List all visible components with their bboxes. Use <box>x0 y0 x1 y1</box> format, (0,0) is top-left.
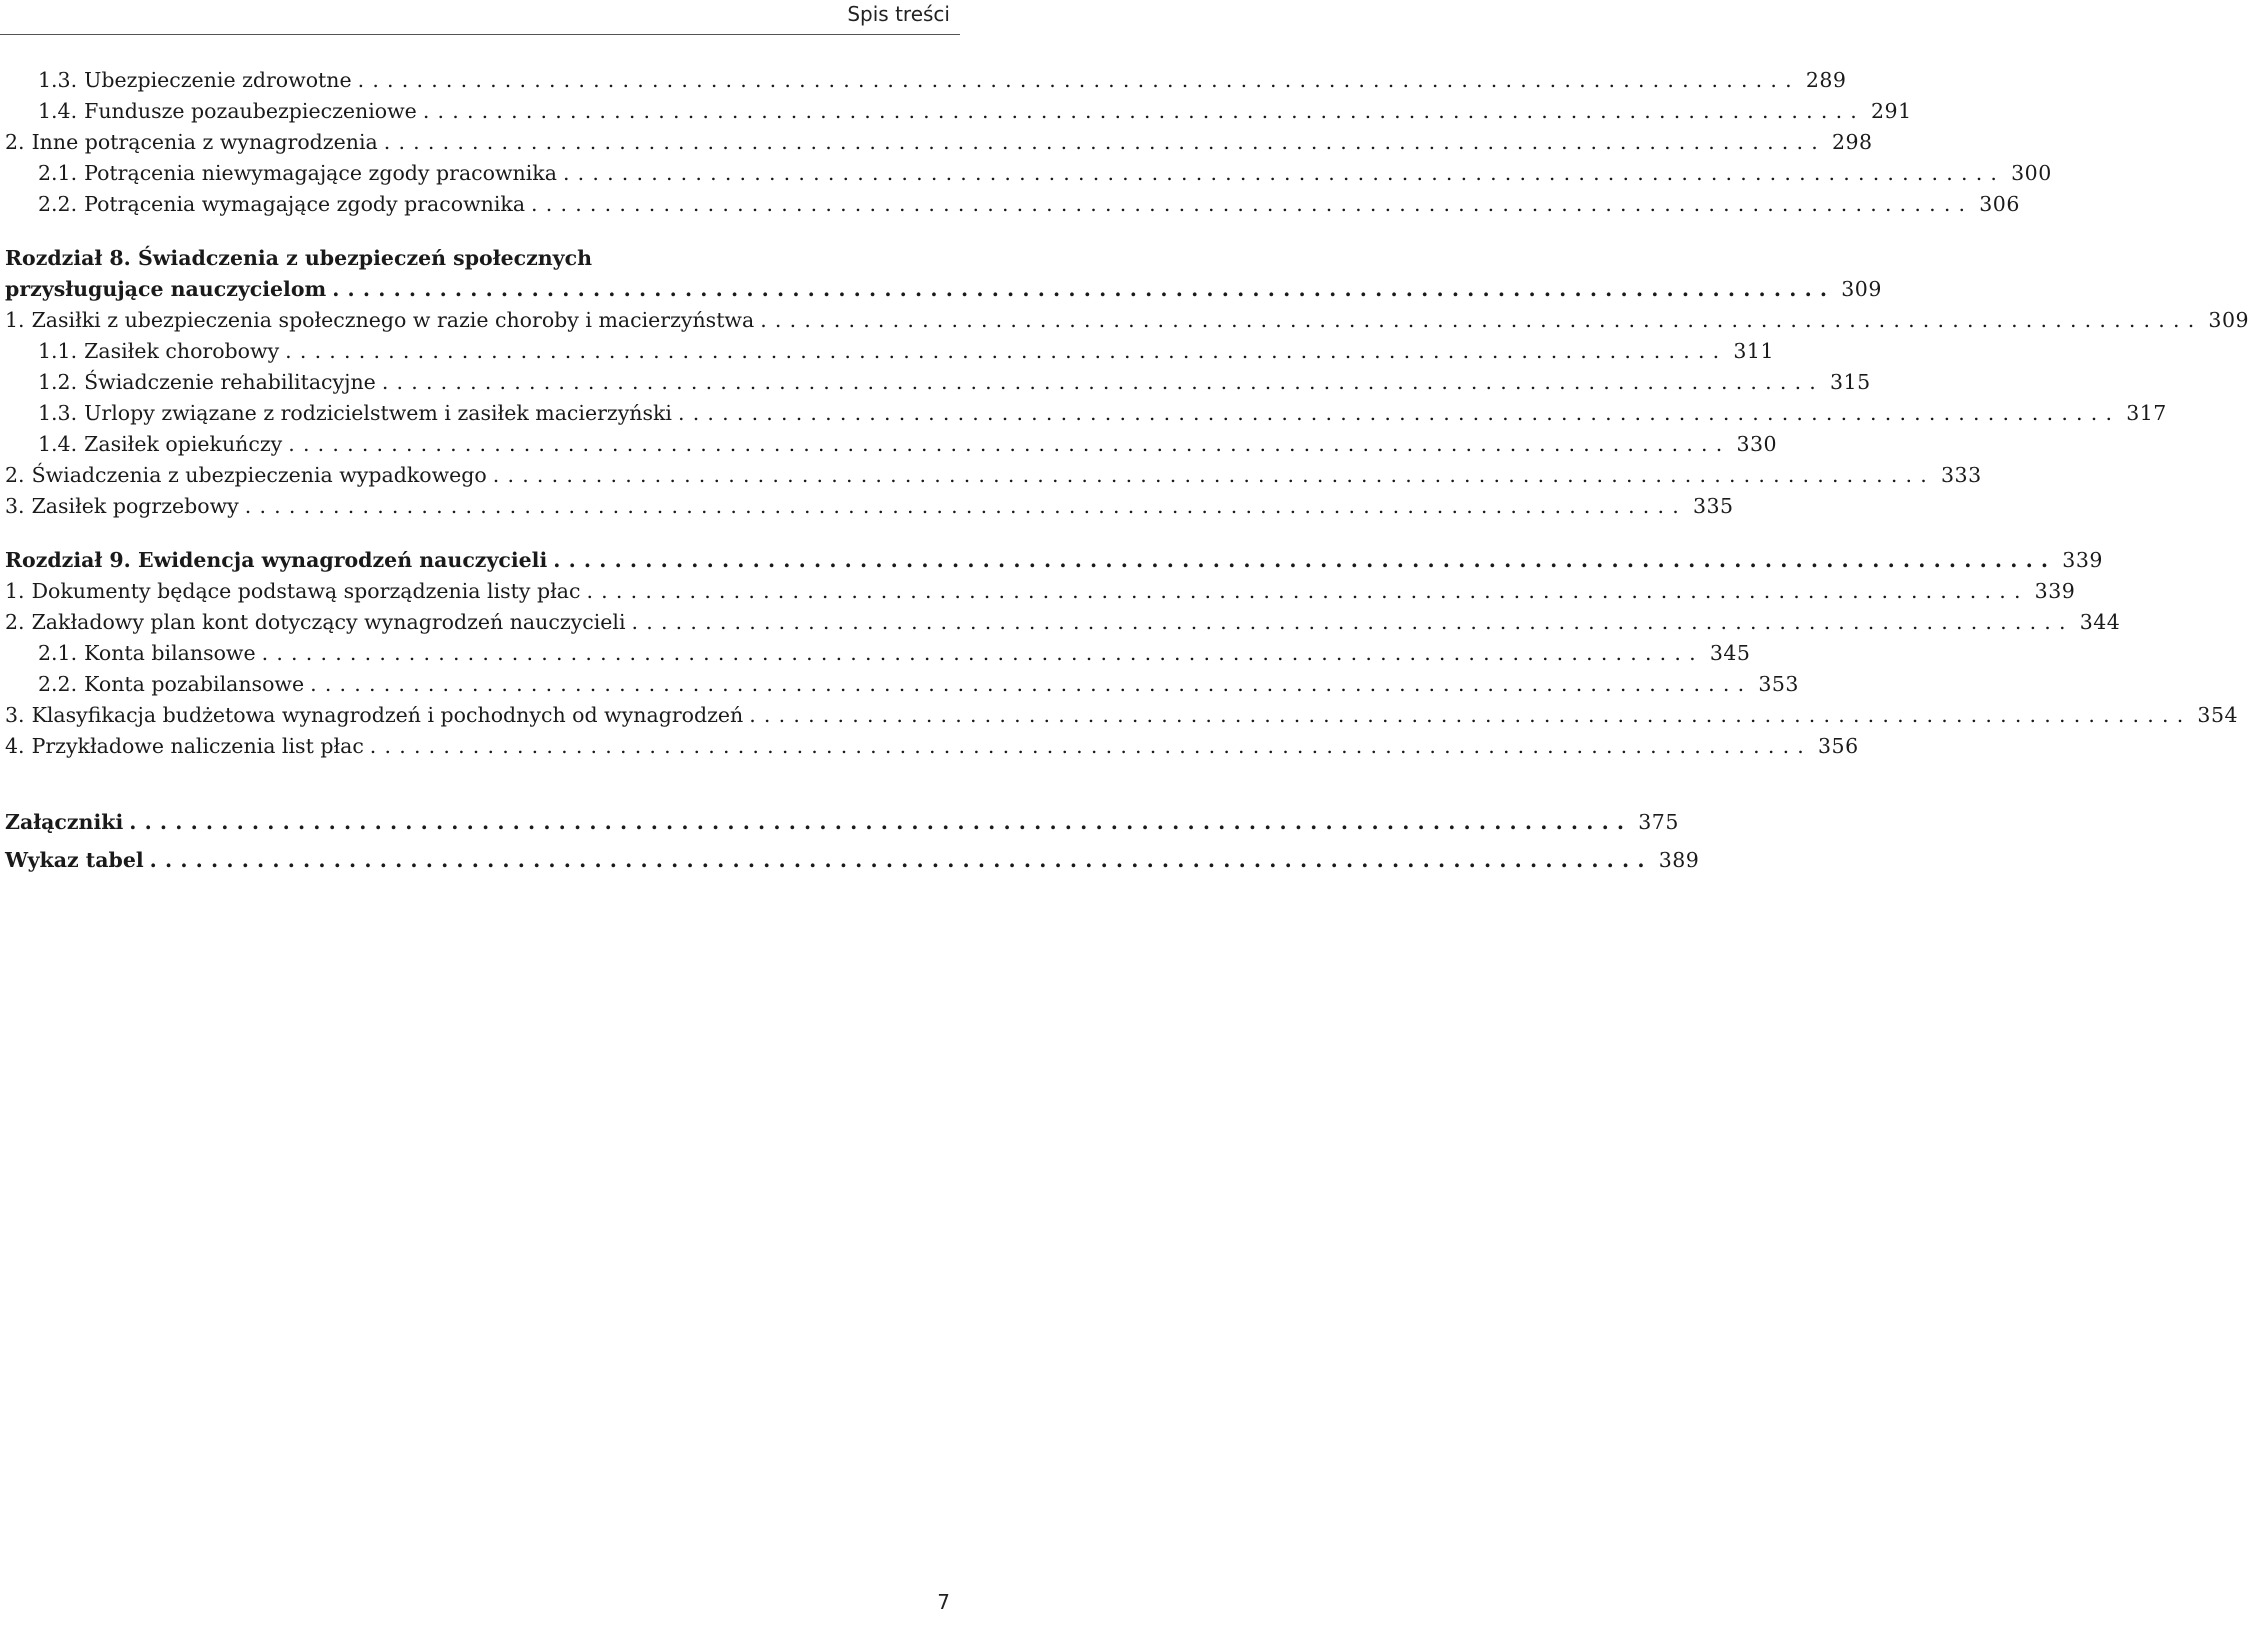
entry-page: 291 <box>1871 99 1912 123</box>
entry-page: 315 <box>1830 370 1871 394</box>
chapter-title: Rozdział 9. Ewidencja wynagrodzeń nauczycieli <box>5 548 548 572</box>
entry-page: 353 <box>1758 672 1799 696</box>
toc-entry[interactable] <box>38 366 1871 398</box>
leader-dots: .................................................................................................. <box>422 99 1866 123</box>
entry-page: 306 <box>1979 192 2020 216</box>
toc-entry[interactable] <box>5 844 1700 876</box>
leader-dots: .................................................................................................. <box>749 703 2192 727</box>
entry-title: Świadczenia z ubezpieczenia wypadkowego <box>31 463 487 487</box>
running-head: Spis treści <box>847 2 950 26</box>
entry-number: 3. <box>5 494 25 518</box>
entry-title: Dokumenty będące podstawą sporządzenia listy płac <box>31 579 581 603</box>
leader-dots: .................................................................................................. <box>285 339 1728 363</box>
leader-dots: .................................................................................................. <box>381 370 1825 394</box>
entry-number: 1.1. <box>38 339 78 363</box>
entry-title: Załączniki <box>5 810 124 834</box>
entry-page: 298 <box>1831 130 1873 154</box>
entry-number: 1.3. <box>38 68 78 92</box>
entry-number: 2. <box>5 463 25 487</box>
entry-page: 339 <box>2062 548 2103 572</box>
entry-number: 1.4. <box>38 432 78 456</box>
entry-number: 1. <box>5 579 25 603</box>
toc-entry[interactable] <box>38 668 1799 700</box>
entry-title: Potrącenia niewymagające zgody pracownika <box>84 161 557 185</box>
toc-entry[interactable] <box>5 806 1679 838</box>
entry-title: Konta bilansowe <box>84 641 256 665</box>
entry-page: 309 <box>1841 277 1882 301</box>
toc-entry[interactable] <box>5 126 1873 158</box>
entry-number: 2.1. <box>38 161 78 185</box>
header-rule <box>0 34 960 35</box>
leader-dots: .................................................................................................. <box>586 579 2029 603</box>
leader-dots: .................................................................................................. <box>261 641 1704 665</box>
entry-title: Konta pozabilansowe <box>84 672 305 696</box>
toc-entry[interactable] <box>38 157 2052 189</box>
entry-number: 1. <box>5 308 25 332</box>
toc-entry[interactable] <box>5 544 2103 576</box>
entry-number: 4. <box>5 734 25 758</box>
entry-page: 317 <box>2126 401 2167 425</box>
entry-number: 3. <box>5 703 25 727</box>
entry-page: 289 <box>1805 68 1847 92</box>
entry-title: Ubezpieczenie zdrowotne <box>84 68 352 92</box>
entry-title: Potrącenia wymagające zgody pracownika <box>84 192 526 216</box>
entry-number: 1.3. <box>38 401 78 425</box>
toc-entry[interactable] <box>38 335 1774 367</box>
toc-entry[interactable] <box>5 606 2121 638</box>
entry-title: Wykaz tabel <box>5 848 144 872</box>
entry-title: Zasiłek chorobowy <box>84 339 280 363</box>
toc-entry[interactable] <box>5 273 1882 305</box>
entry-page: 309 <box>2208 308 2249 332</box>
leader-dots: .................................................................................................. <box>369 734 1812 758</box>
entry-number: 2.2. <box>38 192 78 216</box>
toc-entry[interactable] <box>38 397 2167 429</box>
entry-page: 300 <box>2011 161 2052 185</box>
entry-number: 1.2. <box>38 370 78 394</box>
entry-title: Klasyfikacja budżetowa wynagrodzeń i pochodnych od wynagrodzeń <box>31 703 744 727</box>
leader-dots: .................................................................................................. <box>129 810 1633 834</box>
toc-entry[interactable] <box>38 95 1912 127</box>
entry-title: Zasiłek opiekuńczy <box>84 432 283 456</box>
entry-number: 2.1. <box>38 641 78 665</box>
toc-entry[interactable] <box>38 188 2020 220</box>
entry-title: Zakładowy plan kont dotyczący wynagrodzeń nauczycieli <box>31 610 626 634</box>
entry-page: 345 <box>1709 641 1751 665</box>
leader-dots: .................................................................................................. <box>677 401 2121 425</box>
entry-page: 375 <box>1638 810 1679 834</box>
leader-dots: .................................................................................................. <box>149 848 1653 872</box>
entry-page: 354 <box>2197 703 2239 727</box>
toc-entry[interactable] <box>5 699 2239 731</box>
chapter-title-line2: przysługujące nauczycielom <box>5 277 327 301</box>
leader-dots: .................................................................................................. <box>332 277 1836 301</box>
entry-page: 335 <box>1692 494 1734 518</box>
leader-dots: .................................................................................................. <box>553 548 2057 572</box>
entry-page: 311 <box>1733 339 1774 363</box>
leader-dots: .................................................................................................. <box>310 672 1753 696</box>
entry-page: 330 <box>1736 432 1778 456</box>
leader-dots: .................................................................................................. <box>760 308 2203 332</box>
leader-dots: .................................................................................................. <box>244 494 1687 518</box>
leader-dots: .................................................................................................. <box>357 68 1800 92</box>
leader-dots: .................................................................................................. <box>492 463 1935 487</box>
toc-entry[interactable] <box>5 730 1859 762</box>
entry-title: Przykładowe naliczenia list płac <box>31 734 364 758</box>
chapter-heading[interactable] <box>5 242 917 274</box>
entry-page: 333 <box>1940 463 1982 487</box>
leader-dots: .................................................................................................. <box>288 432 1731 456</box>
entry-page: 356 <box>1818 734 1859 758</box>
entry-title: Zasiłki z ubezpieczenia społecznego w razie choroby i macierzyństwa <box>31 308 755 332</box>
entry-title: Fundusze pozaubezpieczeniowe <box>84 99 417 123</box>
toc-entry[interactable] <box>38 64 1847 96</box>
entry-page: 389 <box>1658 848 1700 872</box>
toc-entry[interactable] <box>5 459 1982 491</box>
entry-title: Urlopy związane z rodzicielstwem i zasiłek macierzyński <box>84 401 672 425</box>
entry-number: 2. <box>5 610 25 634</box>
toc-entry[interactable] <box>5 304 2249 336</box>
toc-entry[interactable] <box>5 575 2076 607</box>
leader-dots: .................................................................................................. <box>531 192 1974 216</box>
entry-number: 2.2. <box>38 672 78 696</box>
leader-dots: .................................................................................................. <box>383 130 1826 154</box>
entry-number: 2. <box>5 130 25 154</box>
entry-number: 1.4. <box>38 99 78 123</box>
page-number: 7 <box>937 1590 950 1614</box>
entry-page: 344 <box>2079 610 2121 634</box>
leader-dots: .................................................................................................. <box>631 610 2074 634</box>
entry-page: 339 <box>2034 579 2076 603</box>
toc-entry[interactable] <box>5 490 1734 522</box>
chapter-title-line1: Rozdział 8. Świadczenia z ubezpieczeń społecznych <box>5 246 592 270</box>
toc-entry[interactable] <box>38 428 1778 460</box>
entry-title: Świadczenie rehabilitacyjne <box>84 370 376 394</box>
entry-title: Inne potrącenia z wynagrodzenia <box>31 130 378 154</box>
toc-entry[interactable] <box>38 637 1751 669</box>
entry-title: Zasiłek pogrzebowy <box>31 494 239 518</box>
leader-dots: .................................................................................................. <box>562 161 2006 185</box>
